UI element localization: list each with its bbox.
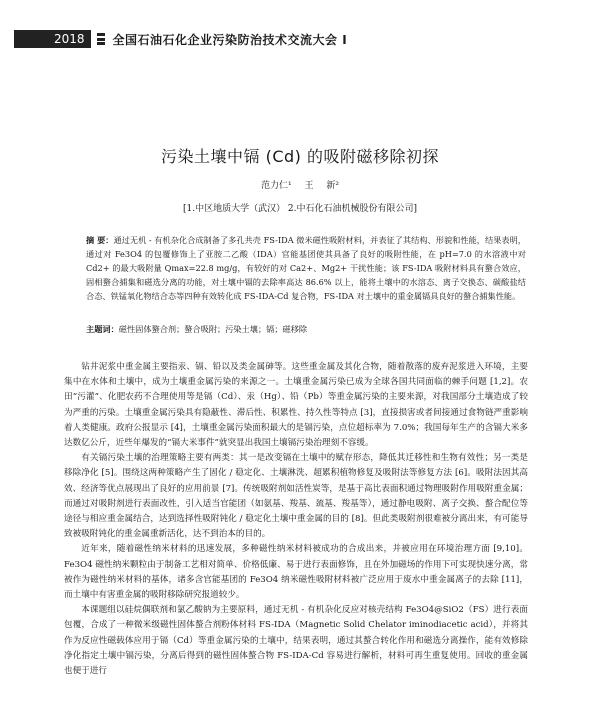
article-title: 污染土壤中镉 (Cd) 的吸附磁移除初探	[161, 147, 439, 166]
conference-title: 全国石油石化企业污染防治技术交流大会 I	[112, 32, 348, 47]
abstract	[86, 233, 526, 303]
abstract-text: 通过无机 - 有机杂化合成制备了多孔共壳 FS-IDA 微米磁性吸附材料，并表征了其结构、形貌和性能，结果表明，通过对 Fe3O4 的包覆修饰上了亚胺二乙酸（IDA）官能基团使其具备了良好的吸附性能，在 pH=7.0 的水溶液中对 Cd2+ 的最大吸附量 Qmax=22.8 mg/g，有较好的对 Ca2+、Mg2+ 干扰性能；该 FS-IDA 吸附材料具有螯合效应，固相螯合捕集和磁选分离的功能，对土壤中镉的去除率高达 86.6% 以上，能将土壤中的水溶态、离子交换态、碳酸盐结合态、铁锰氧化物结合态等四种有效转化成 FS-IDA-Cd 复合物，FS-IDA 对土壤中的重金属镉具良好的螯合捕集性能。	[86, 235, 526, 301]
year-badge: 2018	[14, 30, 91, 48]
running-header	[14, 30, 347, 48]
author-1: 范力仁¹	[261, 181, 292, 191]
body-paragraph: 近年来，随着磁性纳米材料的迅速发展，多种磁性纳米材料被成功的合成出来，并被应用在环境治理方面 [9,10]。Fe3O4 磁性纳米颗粒由于制备工艺相对简单、价格低廉、易于进行表面修饰，且在外加磁场的作用下可实现快速分离，常被作为磁性纳米材料的基体，诸多含官能基团的 Fe3O4 纳米磁性吸附材料被广泛应用于废水中重金属离子的去除 [11]，而土壤中有害重金属的吸附移除研究报道较少。	[64, 544, 528, 601]
body-paragraph: 钻井泥浆中重金属主要指汞、镉、铅以及类金属砷等。这些重金属及其化合物，随着散落的废弃泥浆进入环境，主要集中在水体和土壤中，成为土壤重金属污染的来源之一。土壤重金属污染已成为全球各国共同面临的棘手问题 [1,2]。农田“污灌”、化肥农药不合理使用等是镉（Cd）、汞（Hg）、铅（Pb）等重金属污染的主要来源，对我国部分土壤造成了较为严重的污染。土壤重金属污染具有隐蔽性、滞后性、积累性、持久性等特点 [3]，直接损害或者间接通过食物链严重影响着人类健康。政府公报显示 [4]，土壤重金属污染面积最大的是镉污染，点位超标率为 7.0%；我国每年生产的含镉大米多达数亿公斤，近些年爆发的“镉大米事件”就突显出我国土壤镉污染治理刻不容缓。	[64, 362, 528, 449]
body-text	[64, 360, 528, 679]
affiliation: [1.中区地质大学（武汉） 2.中石化石油机械股份有限公司]	[182, 204, 418, 214]
body-paragraph: 本课题组以硅烷偶联剂和氯乙酸钠为主要原料，通过无机 - 有机杂化反应对核壳结构 Fe3O4@SiO2（FS）进行表面包覆，合成了一种微米级磁性固体螯合剂粉体材料 FS-IDA（Magnetic Solid Chelator iminodiacetic acid），并将其作为反应性磁载体应用于镉（Cd）等重金属污染的土壤中，结果表明，通过其螯合转化作用和磁选分离操作，能有效修除净化指定土壤中镉污染，分离后得到的磁性固体螯合物 FS-IDA-Cd 容易进行解析，材料可再生重复使用。回收的重金属也便于进行	[64, 605, 528, 677]
abstract-label: 摘 要：	[86, 235, 114, 245]
conference-logo-icon	[97, 33, 105, 45]
author-line	[0, 178, 600, 191]
author-2: 王 新²	[304, 181, 339, 191]
keywords	[86, 323, 526, 335]
keywords-text: 磁性固体螯合剂；螯合吸附；污染土壤；镉；磁移除	[118, 324, 308, 334]
keywords-label: 主题词：	[86, 324, 119, 334]
body-paragraph: 有关镉污染土壤的治理策略主要有两类：其一是改变镉在土壤中的赋存形态，降低其迁移性和生物有效性；另一类是移除净化 [5]。围绕这两种策略产生了固化 / 稳定化、土壤淋洗、超累积植物修复及吸附法等修复方法 [6]。吸附法因其高效、经济等优点展现出了良好的应用前景 [7]。传统吸附剂如活性炭等，是基于高比表面积通过物理吸附作用吸附重金属；而通过对吸附剂进行表面改性，引入适当官能团（如氨基、羧基、巯基、羧基等），通过静电吸附、离子交换、螯合配位等途径与相应重金属结合，达到选择性吸附钝化 / 稳定化土壤中重金属的目的 [8]。但此类吸附剂很难被分离出来，有可能导致被吸附钝化的重金属重新活化，达不到治本的目的。	[64, 453, 528, 540]
